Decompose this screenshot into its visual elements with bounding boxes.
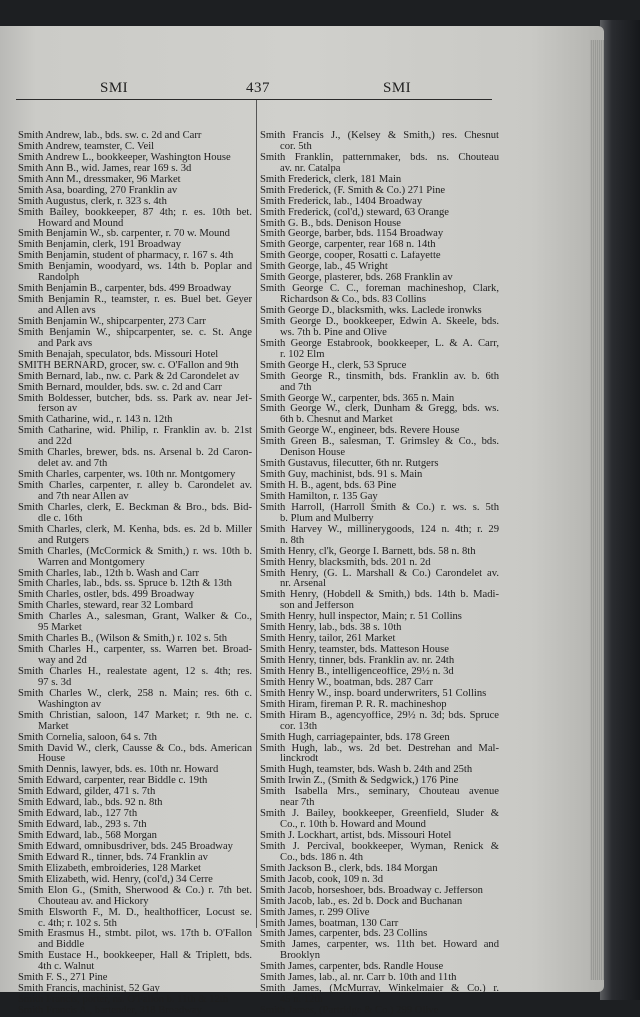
directory-entry	[18, 186, 252, 197]
entry-continuation-line: and Allen avs	[38, 306, 96, 316]
directory-entry	[18, 131, 252, 142]
entry-line: Smith Harvey W., millinerygoods, 124 n. 4th; r. 29	[260, 524, 499, 535]
entry-continuation-line: linckrodt	[280, 754, 319, 765]
directory-entry	[260, 733, 499, 744]
entry-line: Smith Guy, machinist, bds. 91 s. Main	[260, 470, 423, 481]
entry-line: Smith James, boatman, 130 Carr	[260, 918, 399, 929]
directory-entry	[18, 984, 252, 995]
entry-line: Smith Andrew L., bookkeeper, Washington House	[18, 152, 231, 163]
directory-entry	[260, 831, 499, 842]
entry-continuation-line: way and 2d	[38, 656, 87, 666]
entry-continuation-line: and Biddle	[38, 940, 85, 951]
directory-entry	[260, 459, 499, 470]
directory-entry	[18, 776, 252, 787]
entry-line: Smith Benjamin, woodyard, ws. 14th b. Poplar and	[18, 262, 252, 273]
entry-line: Smith Henry, blacksmith, bds. 201 n. 2d	[260, 557, 431, 568]
entry-line: Smith J. Percival, bookkeeper, Wyman, Renick &	[260, 841, 499, 852]
directory-entry	[18, 711, 252, 733]
entry-continuation-line: Market	[38, 721, 69, 732]
entry-continuation-line: and 7th near Allen av	[38, 491, 129, 502]
directory-entry	[260, 908, 499, 919]
directory-entry	[18, 394, 252, 416]
entry-line: Smith J. Lockhart, artist, bds. Missouri Hotel	[260, 831, 452, 841]
entry-line: Smith George D., bookkeeper, Edwin A. Skeele, bds.	[260, 316, 499, 327]
entry-line: Smith Catharine, wid., r. 143 n. 12th	[18, 415, 173, 426]
entry-line: Smith Benjamin R., teamster, r. es. Buel bet. Geyer	[18, 295, 252, 306]
entry-line: Smith Bernard, lab., nw. c. Park & 2d Carondelet av	[18, 371, 240, 382]
entry-line: Smith George D., blacksmith, wks. Laclede ironwks	[260, 306, 482, 316]
entry-line: Smith Edward, lab., 127 7th	[18, 809, 138, 820]
entry-line: Smith Francis A., bartender, 318 Broadway	[18, 1006, 202, 1016]
entry-line: Smith Edward R., tinner, bds. 74 Franklin av	[18, 852, 208, 863]
directory-entry	[18, 831, 252, 842]
directory-entry	[260, 284, 499, 306]
entry-continuation-line: son and Jefferson	[280, 601, 354, 612]
directory-entry	[260, 962, 499, 973]
directory-entry	[260, 525, 499, 547]
directory-entry	[260, 700, 499, 711]
directory-entry	[18, 798, 252, 809]
directory-entry	[18, 579, 252, 590]
directory-entry	[260, 273, 499, 284]
directory-entry	[18, 886, 252, 908]
entry-line: Smith Benajah, speculator, bds. Missouri Hotel	[18, 349, 219, 360]
entry-line: Smith Asa, boarding, 270 Franklin av	[18, 185, 178, 196]
directory-entry	[260, 689, 499, 700]
directory-entry	[260, 645, 499, 656]
entry-line: Smith George Estabrook, bookkeeper, L. & A. Carr,	[260, 338, 499, 349]
entry-line: Smith Frederick, lab., 1404 Broadway	[260, 196, 423, 207]
header-rule	[16, 99, 492, 100]
entry-line: Smith Hiram, fireman P. R. R. machineshop	[260, 699, 447, 710]
directory-entry	[260, 251, 499, 262]
entry-line: Smith Charles, brewer, bds. ns. Arsenal b. 2d Caron-	[18, 448, 252, 459]
directory-entry	[18, 689, 252, 711]
directory-entry	[260, 765, 499, 776]
directory-entry	[260, 590, 499, 612]
directory-entry	[18, 787, 252, 798]
directory-entry	[260, 317, 499, 339]
entry-line: Smith George R., tinsmith, bds. Franklin av. b. 6th	[260, 371, 499, 382]
left-column	[18, 131, 252, 1017]
directory-entry	[260, 809, 499, 831]
directory-entry	[260, 503, 499, 525]
entry-line: Smith F. S., 271 Pine	[18, 973, 108, 984]
directory-entry	[18, 383, 252, 394]
entry-line: Smith J. Bailey, bookkeeper, Greenfield, Sluder &	[260, 809, 499, 820]
entry-line: Smith Elizabeth, embroideries, 128 Market	[18, 863, 201, 874]
entry-continuation-line: Howard and Mound	[38, 218, 124, 229]
entry-line: Smith Henry, hull inspector, Main; r. 51 Collins	[260, 612, 462, 623]
entry-line: Smith Hamilton, r. 135 Gay	[260, 491, 378, 502]
directory-entry	[260, 186, 499, 197]
directory-entry	[260, 175, 499, 186]
directory-entry	[260, 339, 499, 361]
entry-continuation-line: ws. 7th b. Pine and Olive	[280, 327, 387, 338]
entry-continuation-line: 45 n. 12th	[280, 995, 323, 1006]
entry-continuation-line: House	[38, 754, 66, 765]
entry-continuation-line: and 7th	[280, 382, 312, 393]
directory-entry	[18, 733, 252, 744]
directory-entry	[18, 208, 252, 230]
directory-entry	[260, 1006, 499, 1017]
directory-entry	[260, 558, 499, 569]
directory-entry	[260, 569, 499, 591]
directory-entry	[18, 569, 252, 580]
directory-entry	[18, 142, 252, 153]
entry-continuation-line: 95 Market	[38, 623, 82, 634]
directory-entry	[260, 667, 499, 678]
running-head-right: SMI	[383, 80, 412, 96]
entry-line: Smith Isabella Mrs., seminary, Chouteau avenue	[260, 787, 499, 798]
entry-line: Smith James, (Partridge & Co.) 299 Olive	[260, 1006, 439, 1016]
directory-entry	[260, 864, 499, 875]
entry-line: Smith George, barber, bds. 1154 Broadway	[260, 229, 444, 240]
directory-entry	[18, 744, 252, 766]
directory-entry	[18, 328, 252, 350]
directory-entry	[18, 820, 252, 831]
entry-line: Smith Elizabeth, wid. Henry, (col'd,) 34 Cerre	[18, 874, 213, 885]
directory-entry	[260, 744, 499, 766]
entry-line: Smith G. B., bds. Denison House	[260, 218, 401, 229]
entry-line: Smith Elon G., (Smith, Sherwood & Co.) r. 7th bet.	[18, 885, 252, 896]
directory-entry	[18, 1006, 252, 1017]
entry-line: Smith Andrew, teamster, C. Veil	[18, 141, 155, 152]
entry-continuation-line: Chouteau av. and Hickory	[38, 896, 149, 907]
directory-entry	[18, 317, 252, 328]
entry-line: Smith George, cooper, Rosatti c. Lafayette	[260, 251, 441, 262]
entry-line: Smith George, lab., 45 Wright	[260, 262, 388, 273]
entry-line: Smith Henry, lab., bds. 38 s. 10th	[260, 623, 402, 634]
directory-entry	[18, 164, 252, 175]
directory-entry	[18, 995, 252, 1006]
entry-line: Smith Augustus, clerk, r. 323 s. 4th	[18, 196, 167, 207]
directory-entry	[18, 765, 252, 776]
entry-line: Smith Charles, lab., bds. ss. Spruce b. 12th & 13th	[18, 579, 232, 590]
entry-line: Smith James, (McMurray, Winkelmaier & Co.) r.	[260, 984, 499, 995]
entry-line: Smith Benjamin W., shipcarpenter, 273 Carr	[18, 316, 206, 327]
directory-entry	[260, 470, 499, 481]
entry-line: Smith Edward, lab., 568 Morgan	[18, 831, 157, 841]
directory-entry	[260, 612, 499, 623]
entry-line: Smith Ann B., wid. James, rear 169 s. 3d	[18, 163, 192, 174]
entry-line: Smith Eustace H., bookkeeper, Hall & Triplett, bds.	[18, 951, 252, 962]
directory-entry	[260, 547, 499, 558]
directory-entry	[18, 667, 252, 689]
directory-entry	[260, 623, 499, 634]
directory-entry	[18, 875, 252, 886]
entry-line: Smith Benjamin, student of pharmacy, r. 167 s. 4th	[18, 251, 234, 262]
entry-line: Smith James, carpenter, bds. Randle House	[260, 962, 444, 973]
directory-entry	[260, 394, 499, 405]
entry-line: Smith Charles, clerk, M. Kenha, bds. es. 2d b. Miller	[18, 524, 252, 535]
entry-line: Smith Jacob, horseshoer, bds. Broadway c. Jefferson	[260, 885, 483, 896]
directory-entry	[260, 208, 499, 219]
directory-entry	[18, 612, 252, 634]
entry-continuation-line: Washington av	[38, 699, 101, 710]
directory-entry	[18, 864, 252, 875]
entry-line: Smith Benjamin B., carpenter, bds. 499 Broadway	[18, 284, 232, 295]
directory-entry	[260, 219, 499, 230]
directory-entry	[260, 940, 499, 962]
directory-entry	[260, 711, 499, 733]
entry-line: Smith Henry W., boatman, bds. 287 Carr	[260, 677, 434, 688]
entry-continuation-line: ferson av	[38, 404, 78, 415]
entry-continuation-line: cor. 13th	[280, 721, 318, 732]
entry-line: Smith Charles, (McCormick & Smith,) r. ws. 10th b.	[18, 546, 252, 557]
entry-line: Smith Henry W., insp. board underwriters, 51 Collins	[260, 688, 487, 699]
page-number: 437	[246, 80, 270, 96]
directory-entry	[18, 229, 252, 240]
entry-line: Smith Charles, carpenter, ws. 10th nr. Montgomery	[18, 470, 236, 481]
entry-line: Smith George W., carpenter, bds. 365 n. Main	[260, 393, 455, 404]
directory-entry	[260, 776, 499, 787]
entry-line: Smith Edward, lab., bds. 92 n. 8th	[18, 798, 163, 809]
directory-entry	[260, 897, 499, 908]
directory-entry	[18, 251, 252, 262]
entry-line: Smith David W., clerk, Causse & Co., bds. American	[18, 743, 252, 754]
entry-line: Smith Cornelia, saloon, 64 s. 7th	[18, 732, 157, 743]
entry-line: Smith Boldesser, butcher, bds. ss. Park av. near Jef-	[18, 393, 252, 404]
directory-entry	[260, 240, 499, 251]
directory-entry	[18, 175, 252, 186]
entry-continuation-line: av. nr. Catalpa	[280, 163, 341, 174]
entry-line: Smith Bailey, bookkeeper, 87 4th; r. es. 10th bet.	[18, 207, 252, 218]
directory-entry	[260, 372, 499, 394]
entry-line: Smith Charles A., salesman, Grant, Walker & Co.,	[18, 612, 252, 623]
entry-line: Smith Charles, ostler, bds. 499 Broadway	[18, 590, 195, 601]
entry-line: Smith Hiram B., agencyoffice, 29½ n. 3d; bds. Spruce	[260, 710, 499, 721]
entry-line: Smith Edward, lab., 293 s. 7th	[18, 820, 147, 831]
entry-line: Smith Henry, teamster, bds. Matteson House	[260, 645, 449, 656]
directory-entry	[260, 842, 499, 864]
entry-line: Smith George W., clerk, Dunham & Gregg, bds. ws.	[260, 404, 499, 415]
directory-entry	[18, 547, 252, 569]
entry-line: Smith Jacob, lab., es. 2d b. Dock and Buchanan	[260, 896, 463, 907]
entry-continuation-line: delet av. and 7th	[38, 459, 108, 470]
directory-entry	[260, 875, 499, 886]
entry-continuation-line: dle c. 16th	[38, 513, 83, 524]
directory-entry	[18, 951, 252, 973]
entry-line: Smith Bernard, moulder, bds. sw. c. 2d and Carr	[18, 382, 222, 393]
entry-line: Smith Jackson B., clerk, bds. 184 Morgan	[260, 863, 438, 874]
entry-line: Smith George, plasterer, bds. 268 Franklin av	[260, 273, 453, 284]
entry-continuation-line: r. 102 Elm	[280, 349, 325, 360]
entry-line: Smith James, r. 299 Olive	[260, 907, 370, 918]
entry-line: Smith Charles, lab., 12th b. Wash and Carr	[18, 568, 200, 579]
directory-entry	[260, 973, 499, 984]
entry-line: Smith Henry, tailor, 261 Market	[260, 634, 396, 645]
entry-continuation-line: and Park avs	[38, 338, 93, 349]
column-divider	[256, 100, 257, 928]
entry-continuation-line: 6th b. Chesnut and Market	[280, 415, 393, 426]
directory-entry	[260, 229, 499, 240]
entry-line: Smith Ann M., dressmaker, 96 Market	[18, 174, 181, 185]
directory-entry	[18, 590, 252, 601]
running-head-left: SMI	[100, 80, 129, 96]
entry-line: Smith Irwin Z., (Smith & Sedgwick,) 176 Pine	[260, 776, 459, 787]
entry-continuation-line: Brooklyn	[280, 951, 321, 962]
entry-line: Smith James, lab., al. nr. Carr b. 10th and 11th	[260, 973, 457, 984]
entry-continuation-line: and Rutgers	[38, 535, 89, 546]
directory-entry	[18, 929, 252, 951]
entry-line: Smith Charles H., carpenter, ss. Warren bet. Broad-	[18, 645, 252, 656]
entry-continuation-line: c. 4th; r. 102 s. 5th	[38, 918, 117, 929]
directory-entry	[18, 240, 252, 251]
entry-line: Smith Francis, machinist, 52 Gay	[18, 984, 160, 995]
entry-line: Smith Jacob, cook, 109 n. 3d	[260, 874, 383, 885]
right-column	[260, 131, 499, 1017]
entry-line: Smith George, carpenter, rear 168 n. 14th	[260, 240, 436, 251]
entry-continuation-line: Warren and Montgomery	[38, 557, 145, 568]
entry-line: Smith Harroll, (Harroll Smith & Co.) r. ws. s. 5th	[260, 502, 499, 513]
entry-line: Smith Frederick, clerk, 181 Main	[260, 174, 402, 185]
directory-entry	[18, 601, 252, 612]
directory-entry	[18, 372, 252, 383]
directory-entry	[260, 481, 499, 492]
directory-entry	[260, 678, 499, 689]
entry-line: Smith Charles H., realestate agent, 12 s. 4th; res.	[18, 666, 252, 677]
entry-line: Smith Erasmus H., stmbt. pilot, ws. 17th b. O'Fallon	[18, 929, 252, 940]
entry-continuation-line: cor. 5th	[280, 141, 312, 152]
directory-entry	[260, 886, 499, 897]
directory-entry	[18, 853, 252, 864]
entry-continuation-line: and 22d	[38, 437, 72, 448]
entry-line: Smith Franklin, patternmaker, bds. ns. Chouteau	[260, 152, 499, 163]
entry-line: Smith Charles B., (Wilson & Smith,) r. 102 s. 5th	[18, 634, 228, 645]
directory-entry	[18, 262, 252, 284]
entry-line: Smith Charles, carpenter, r. alley b. Carondelet av.	[18, 481, 252, 491]
entry-line: Smith Charles, clerk, E. Beckman & Bro., bds. Bid-	[18, 502, 252, 513]
entry-line: Smith Benjamin W., sb. carpenter, r. 70 w. Mound	[18, 229, 230, 240]
entry-line: Smith Benjamin, clerk, 191 Broadway	[18, 240, 181, 251]
directory-entry	[18, 197, 252, 208]
directory-entry	[260, 656, 499, 667]
directory-entry	[18, 634, 252, 645]
directory-entry	[18, 908, 252, 930]
entry-continuation-line: Co., r. 10th b. Howard and Mound	[280, 820, 426, 831]
directory-entry	[18, 973, 252, 984]
directory-entry	[260, 404, 499, 426]
directory-entry	[18, 645, 252, 667]
entry-line: Smith George W., engineer, bds. Revere House	[260, 426, 460, 437]
entry-line: Smith Charles W., clerk, 258 n. Main; res. 6th c.	[18, 688, 252, 699]
entry-line: Smith Andrew, lab., bds. sw. c. 2d and Carr	[18, 131, 202, 141]
entry-continuation-line: 4th c. Walnut	[38, 962, 95, 973]
directory-entry	[260, 153, 499, 175]
entry-line: Smith James, carpenter, ws. 11th bet. Howard and	[260, 940, 499, 951]
directory-entry	[260, 262, 499, 273]
entry-line: Smith Frederick, (F. Smith & Co.) 271 Pine	[260, 185, 446, 196]
directory-entry	[18, 426, 252, 448]
entry-line: SMITH BERNARD, grocer, sw. c. O'Fallon and 9th	[18, 360, 239, 371]
directory-entry	[260, 361, 499, 372]
entry-line: Smith George C. C., foreman machineshop, Clark,	[260, 284, 499, 295]
entry-continuation-line: Richardson & Co., bds. 83 Collins	[280, 295, 426, 306]
directory-entry	[18, 295, 252, 317]
entry-line: Smith Henry, (G. L. Marshall & Co.) Carondelet av.	[260, 568, 499, 579]
entry-line: Smith Hugh, teamster, bds. Wash b. 24th and 25th	[260, 765, 473, 776]
directory-entry	[260, 131, 499, 153]
entry-continuation-line: near 7th	[280, 798, 315, 809]
directory-entry	[18, 284, 252, 295]
entry-line: Smith Christian, saloon, 147 Market; r. 9th ne. c.	[18, 710, 252, 721]
entry-line: Smith Catharine, wid. Philip, r. Franklin av. b. 21st	[18, 426, 252, 437]
entry-line: Smith Dennis, lawyer, bds. es. 10th nr. Howard	[18, 765, 219, 776]
entry-line: Smith Green B., salesman, T. Grimsley & Co., bds.	[260, 437, 499, 448]
entry-continuation-line: nr. Arsenal	[280, 579, 326, 590]
entry-continuation-line: Denison House	[280, 448, 346, 459]
directory-entry	[260, 492, 499, 503]
directory-entry	[260, 426, 499, 437]
entry-line: Smith Elsworth F., M. D., healthofficer, Locust se.	[18, 907, 252, 918]
entry-line: Smith Frederick, (col'd,) steward, 63 Orange	[260, 207, 450, 218]
directory-entry	[260, 919, 499, 930]
entry-line: Smith Hugh, carriagepainter, bds. 178 Green	[260, 732, 450, 743]
entry-line: Smith Hugh, lab., ws. 2d bet. Destrehan and Mal-	[260, 743, 499, 754]
entry-line: Smith H. B., agent, bds. 63 Pine	[260, 481, 397, 491]
entry-line: Smith Edward, gilder, 471 s. 7th	[18, 787, 156, 798]
directory-entry	[18, 809, 252, 820]
entry-continuation-line: Randolph	[38, 273, 80, 284]
entry-continuation-line: Co., bds. 186 n. 4th	[280, 852, 363, 863]
entry-line: Smith Francis J., (Kelsey & Smith,) res. Chesnut	[260, 131, 499, 141]
directory-entry	[18, 350, 252, 361]
directory-entry	[18, 503, 252, 525]
entry-line: Smith Edward, omnibusdriver, bds. 245 Broadway	[18, 841, 233, 852]
entry-continuation-line: 97 s. 3d	[38, 677, 72, 688]
directory-entry	[18, 415, 252, 426]
entry-line: Smith George H., clerk, 53 Spruce	[260, 360, 407, 371]
entry-line: Smith Charles, steward, rear 32 Lombard	[18, 601, 194, 612]
directory-entry	[260, 929, 499, 940]
entry-line: Smith Henry, (Hobdell & Smith,) bds. 14th b. Madi-	[260, 590, 499, 601]
entry-line: Smith Henry, tinner, bds. Franklin av. nr. 24th	[260, 656, 455, 666]
entry-line: Smith Gustavus, filecutter, 6th nr. Rutgers	[260, 459, 439, 470]
directory-entry	[18, 525, 252, 547]
directory-entry	[18, 842, 252, 853]
directory-entry	[18, 448, 252, 470]
entry-continuation-line: b. Plum and Mulberry	[280, 513, 374, 524]
entry-line: Smith Francis, porter, ns. O'Fallon b. 11th & 12th	[18, 995, 229, 1006]
directory-entry	[18, 361, 252, 372]
entry-continuation-line: n. 8th	[280, 535, 305, 546]
directory-entry	[260, 437, 499, 459]
directory-entry	[260, 197, 499, 208]
entry-line: Smith Henry B., intelligenceoffice, 29½ n. 3d	[260, 666, 454, 677]
directory-entry	[260, 787, 499, 809]
directory-entry	[18, 470, 252, 481]
directory-entry	[260, 634, 499, 645]
entry-line: Smith Henry, cl'k, George I. Barnett, bds. 58 n. 8th	[260, 546, 476, 557]
directory-entry	[260, 984, 499, 1006]
book-binding	[600, 20, 640, 1000]
entry-line: Smith Edward, carpenter, rear Biddle c. 19th	[18, 776, 208, 787]
entry-line: Smith Benjamin W., shipcarpenter, se. c. St. Ange	[18, 327, 252, 338]
directory-entry	[18, 481, 252, 503]
page-edges	[590, 40, 604, 980]
directory-entry	[18, 153, 252, 164]
directory-entry	[260, 306, 499, 317]
entry-line: Smith James, carpenter, bds. 23 Collins	[260, 929, 428, 940]
